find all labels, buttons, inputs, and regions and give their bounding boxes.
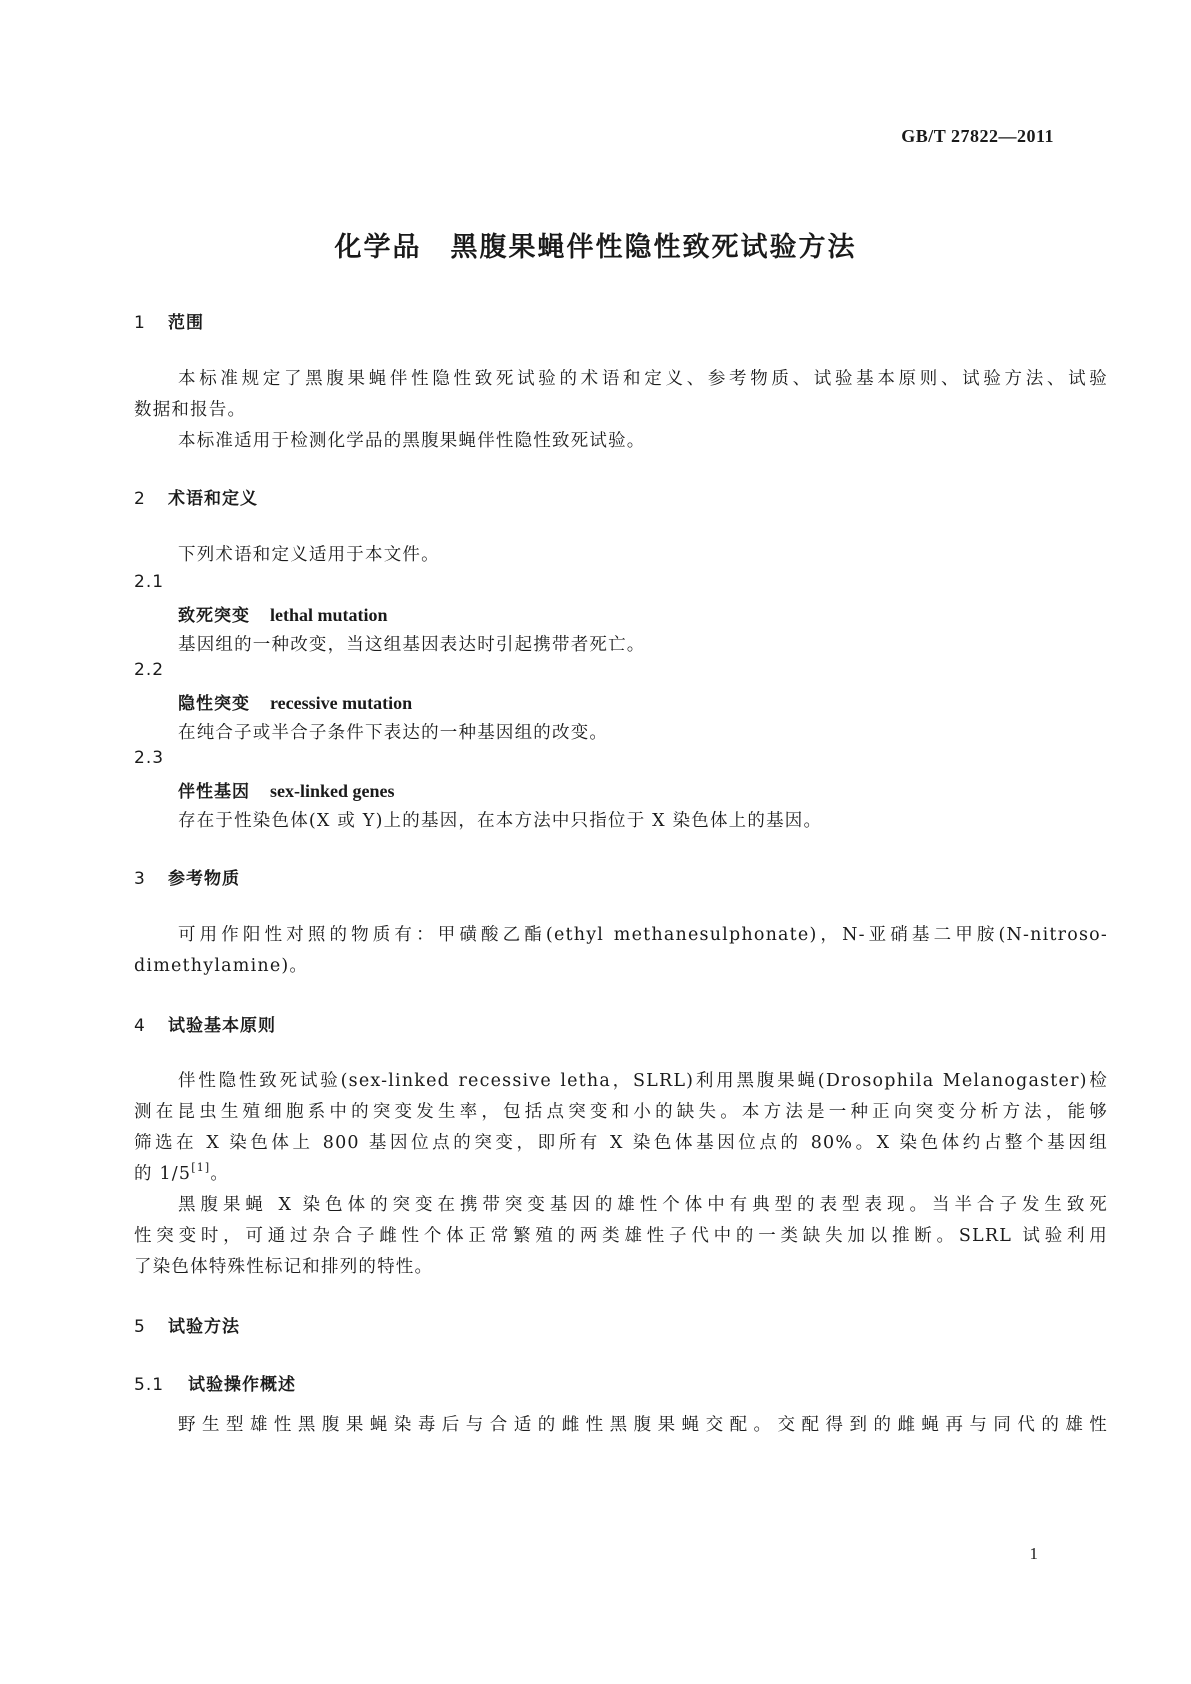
section-title: 术语和定义 [168, 489, 258, 509]
term-heading [178, 601, 388, 626]
term-zh: 隐性突变 [178, 694, 250, 714]
term-zh: 致死突变 [178, 606, 250, 626]
section-number: 1 [134, 313, 146, 333]
paragraph-line: 测在昆虫生殖细胞系中的突变发生率，包括点突变和小的缺失。本方法是一种正向突变分析方法，能够 [134, 1102, 1108, 1122]
term-definition: 基因组的一种改变，当这组基因表达时引起携带者死亡。 [178, 635, 646, 655]
document-number: GB/T 27822—2011 [901, 126, 1054, 146]
section-number: 4 [134, 1016, 146, 1036]
section-title: 参考物质 [168, 869, 240, 889]
term-definition: 在纯合子或半合子条件下表达的一种基因组的改变。 [178, 723, 609, 743]
term-en: lethal mutation [270, 605, 388, 625]
section-number: 2 [134, 489, 146, 509]
paragraph-line: 数据和报告。 [134, 400, 247, 420]
paragraph-line [134, 1160, 229, 1185]
term-definition: 存在于性染色体(X 或 Y)上的基因，在本方法中只指位于 X 染色体上的基因。 [178, 811, 823, 831]
paragraph-line: dimethylamine)。 [134, 956, 309, 976]
section-title: 范围 [168, 313, 204, 333]
paragraph-line: 伴性隐性致死试验(sex-linked recessive letha，SLRL)利用黑腹果蝇(Drosophila Melanogaster)检 [178, 1071, 1108, 1091]
paragraph-line: 下列术语和定义适用于本文件。 [178, 545, 440, 565]
reference-marker[interactable]: [1] [191, 1161, 211, 1174]
section-5-heading [134, 1312, 240, 1337]
term-number: 2.3 [134, 748, 165, 768]
section-title: 试验方法 [168, 1317, 240, 1337]
page-title: 化学品 黑腹果蝇伴性隐性致死试验方法 [334, 232, 857, 263]
paragraph-line: 可用作阳性对照的物质有：甲磺酸乙酯(ethyl methanesulphonate)，N-亚硝基二甲胺(N-nitroso- [178, 925, 1108, 945]
paragraph-line: 野生型雄性黑腹果蝇染毒后与合适的雌性黑腹果蝇交配。交配得到的雌蝇再与同代的雄性 [178, 1415, 1108, 1435]
section-4-heading [134, 1011, 276, 1036]
paragraph-line: 性突变时，可通过杂合子雌性个体正常繁殖的两类雄性子代中的一类缺失加以推断。SLRL 试验利用 [134, 1226, 1108, 1246]
term-zh: 伴性基因 [178, 782, 250, 802]
term-number: 2.1 [134, 572, 165, 592]
subsection-title: 试验操作概述 [188, 1375, 296, 1395]
section-number: 3 [134, 869, 146, 889]
section-2-heading [134, 484, 258, 509]
subsection-number: 5.1 [134, 1375, 165, 1395]
paragraph-line: 了染色体特殊性标记和排列的特性。 [134, 1257, 434, 1277]
term-number: 2.2 [134, 660, 165, 680]
paragraph-text: 的 1/5 [134, 1164, 192, 1184]
section-1-heading [134, 308, 204, 333]
section-number: 5 [134, 1317, 146, 1337]
paragraph-text: 。 [210, 1164, 230, 1184]
paragraph-line: 黑腹果蝇 X 染色体的突变在携带突变基因的雄性个体中有典型的表型表现。当半合子发生致死 [178, 1195, 1108, 1215]
term-heading [178, 689, 412, 714]
paragraph-line: 筛选在 X 染色体上 800 基因位点的突变，即所有 X 染色体基因位点的 80%。X 染色体约占整个基因组 [134, 1133, 1108, 1153]
paragraph-line: 本标准适用于检测化学品的黑腹果蝇伴性隐性致死试验。 [178, 431, 646, 451]
term-heading [178, 777, 395, 802]
page-number: 1 [1029, 1544, 1038, 1563]
section-title: 试验基本原则 [168, 1016, 276, 1036]
term-en: sex-linked genes [270, 781, 395, 801]
paragraph-line: 本标准规定了黑腹果蝇伴性隐性致死试验的术语和定义、参考物质、试验基本原则、试验方法、试验 [178, 369, 1108, 389]
section-3-heading [134, 864, 240, 889]
subsection-5-1-heading [134, 1370, 296, 1395]
term-en: recessive mutation [270, 693, 413, 713]
